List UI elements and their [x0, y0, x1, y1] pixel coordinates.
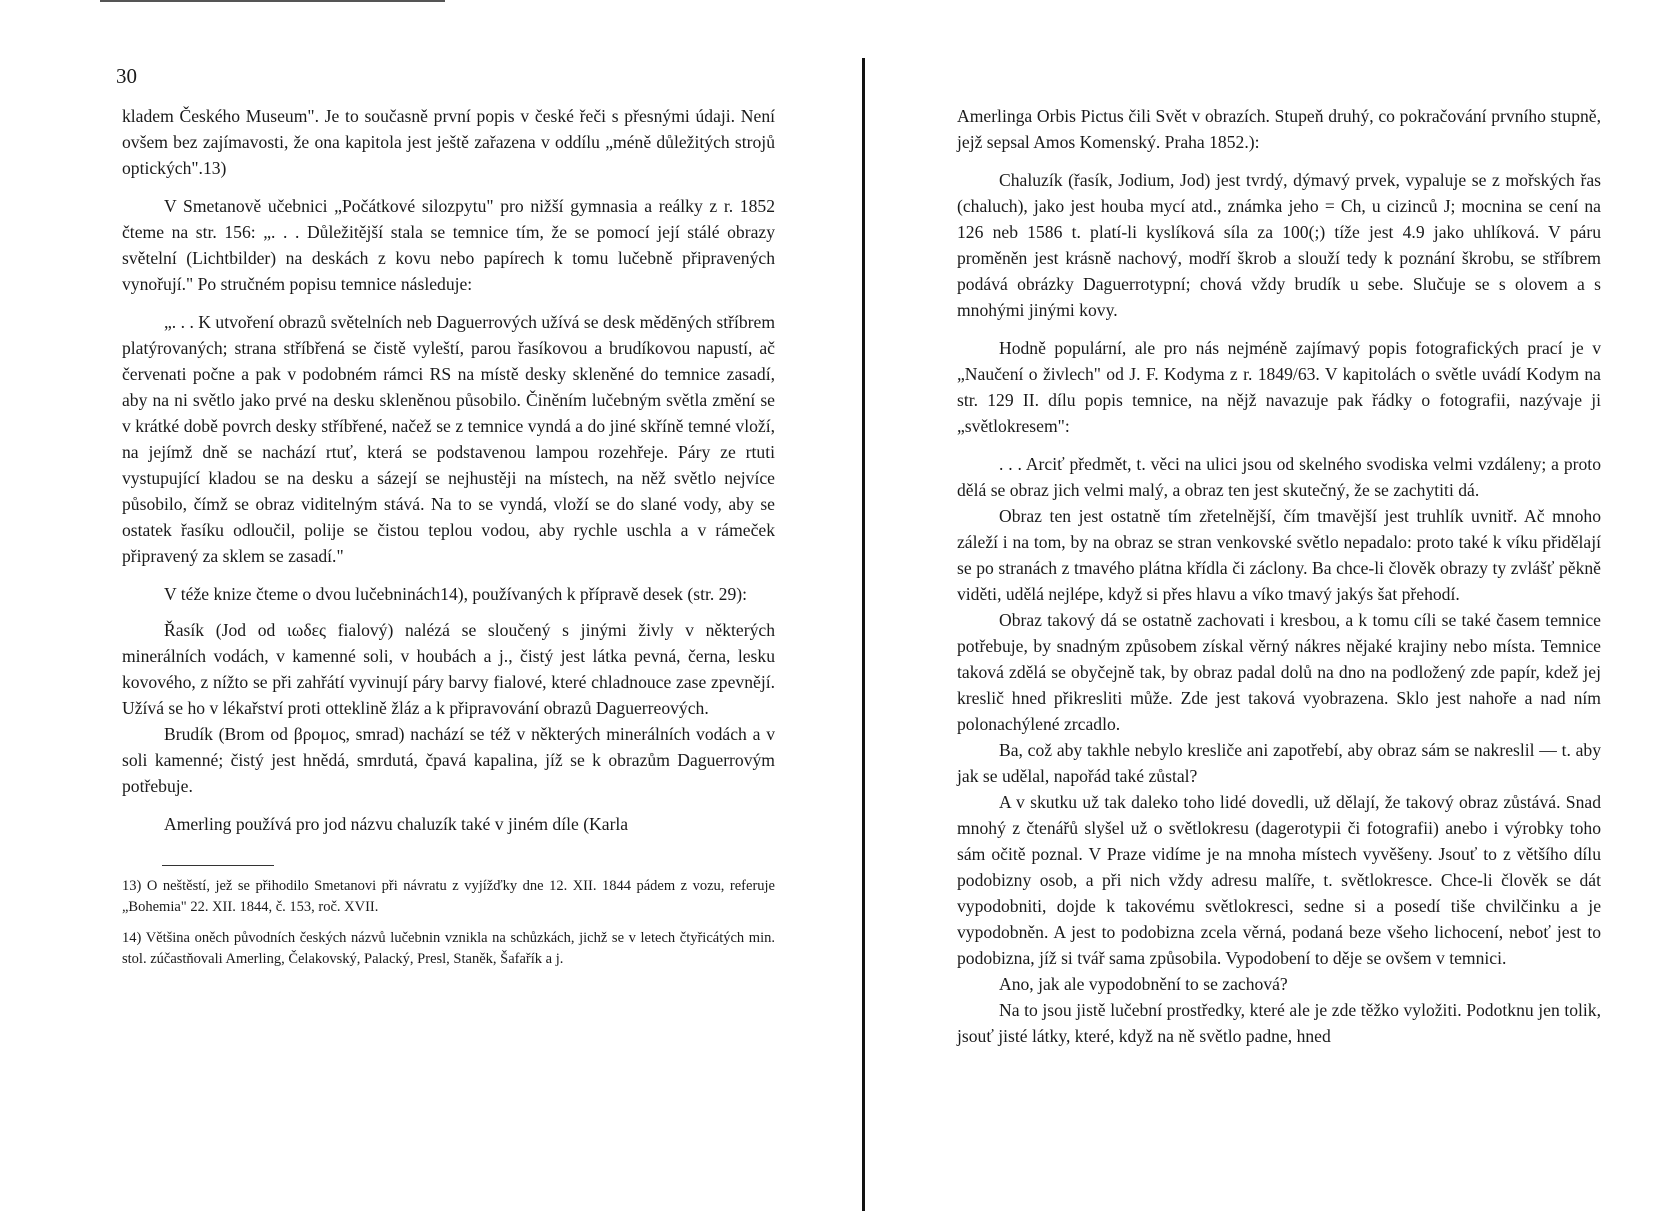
right-paragraph-1: Amerlinga Orbis Pictus čili Svět v obrazích. Stupeň druhý, co pokračování prvního stupně, jejž sepsal Amos Komenský. Praha 1852.):: [957, 106, 1601, 152]
left-paragraph-brom: Brudík (Brom od βρομος, smrad) nachází se též v některých minerálních vodách a v soli kamenné; čistý jest hnědá, smrdutá, čpavá kapalina, jíž se k obrazům Daguerrovým potřebuje.: [122, 724, 775, 796]
page-number: 30: [116, 64, 137, 88]
right-paragraph-10: Na to jsou jistě lučební prostředky, které ale je zde těžko vyložiti. Podotknu jen tolik, jsouť jisté látky, které, když na ně světlo padne, hned: [957, 1000, 1601, 1046]
footnote-divider: [162, 865, 274, 866]
right-paragraph-7: Ba, což aby takhle nebylo kresliče ani zapotřebí, aby obraz sám se nakreslil — t. aby jak se udělal, napořád také zůstal?: [957, 740, 1601, 786]
left-paragraph-1: kladem Českého Museum". Je to současně první popis v české řeči s přesnými údaji. Není ovšem bez zajímavosti, že ona kapitola jest ještě zařazena v oddílu „méně důležitých strojů optických".13): [122, 106, 775, 178]
top-rule: [100, 0, 445, 2]
right-paragraph-6: Obraz takový dá se ostatně zachovati i kresbou, a k tomu cíli se také časem temnice potřebuje, by snadným způsobem získal věrný nákres nějaké krajiny nebo místa. Temnice taková zdělá se obyčejně tak, by obraz padal dolů na dno na podložený zde papír, kdež jej kreslič hned přikresliti může. Zde jest taková vyobrazena. Sklo jest nahoře a nad ním polonachýlené zrcadlo.: [957, 610, 1601, 734]
right-paragraph-5: Obraz ten jest ostatně tím zřetelnější, čím tmavější jest truhlík uvnitř. Ač mnoho záleží i na tom, by na obraz se stran venkovské světlo nepadalo: proto také k víku přidělají se po stranách z tmavého plátna křídla či záclony. Ba chce-li člověk obrazy ty zvlášť pěkně viděti, udělá nejlépe, když si přes hlavu a víko tmavý jakýs šat přehodí.: [957, 506, 1601, 604]
right-paragraph-4: . . . Arciť předmět, t. věci na ulici jsou od skelného svodiska velmi vzdáleny; a proto dělá se obraz jich velmi malý, a obraz ten jest skutečný, že se zachytiti dá.: [957, 454, 1601, 500]
left-paragraph-jod: Řasík (Jod od ιωδες fialový) nalézá se sloučený s jinými živly v některých minerálních vodách, v kamenné soli, v houbách a j., čistý jest látka pevná, černa, lesku kovového, z nížto se při zahřátí vyvinují páry barvy fialové, které chladnouce zase zpevnějí. Užívá se ho v lékařství proti otteklině žláz a k připravování obrazů Daguerreových.: [122, 620, 775, 718]
footnote-14: 14) Většina oněch původních českých názvů lučebnin vznikla na schůzkách, jichž se v letech čtyřicátých min. stol. zúčastňovali Amerling, Čelakovský, Palacký, Presl, Staněk, Šafařík a j.: [122, 930, 775, 967]
right-paragraph-8: A v skutku už tak daleko toho lidé dovedli, už dělají, že takový obraz zůstává. Snad mnohý z čtenářů slyšel už o světlokresu (dagerotypii či fotografii) anebo i výrobky toho sám očitě poznal. V Praze vidíme je na mnoha místech vyvěšeny. Jsouť to z většího dílu podobizny osob, a při nich vždy adresu malíře, t. světlokresce. Chce-li člověk se dát vypodobniti, dojde k takovému světlokresci, sedne si a posedí tiše chvilčinku a je vypodobněn. A jest to podobizna zcela věrná, podaná beze všeho lichocení, neboť jest to podobizna, jíž si tvář sama způsobila. Vypodobení to děje se ovšem v temnici.: [957, 792, 1601, 968]
book-gutter: [862, 58, 865, 1211]
footnote-13: 13) O neštěstí, jež se přihodilo Smetanovi při návratu z vyjížďky dne 12. XII. 1844 pádem z vozu, referuje „Bohemia" 22. XII. 1844, č. 153, roč. XVII.: [122, 878, 775, 915]
right-paragraph-3: Hodně populární, ale pro nás nejméně zajímavý popis fotografických prací je v „Naučení o živlech" od J. F. Kodyma z r. 1849/63. V kapitolách o světle uvádí Kodym na str. 129 II. dílu popis temnice, na nějž navazuje pak řádky o fotografii, nazývaje ji „světlokresem":: [957, 338, 1601, 436]
right-paragraph-9: Ano, jak ale vypodobnění to se zachová?: [999, 974, 1288, 994]
left-paragraph-2: V Smetanově učebnici „Počátkové silozpytu" pro nižší gymnasia a reálky z r. 1852 čteme na str. 156: „. . . Důležitější stala se temnice tím, že se pomocí její stálé obrazy světelní (Lichtbilder) na deskách z kovu nebo papírech k tomu lučebně připravených vynořují." Po stručném popisu temnice následuje:: [122, 196, 775, 294]
left-quote: „. . . K utvoření obrazů světelních neb Daguerrových užívá se desk mědĕných stříbrem platýrovaných; strana stříbřená se čistě vyleští, parou řasíkovou a brudíkovou napustí, ač červenati počne a pak v podobném rámci RS na místě desky skleněné do temnice zasadí, aby na ni světlo jako prvé na desku skleněnou působilo. Činěním lučebným světla změní se v krátké době povrch desky stříbřené, načež se z temnice vyndá a do jiné skříně temné vloží, na jejímž dně se nachází rtuť, která se podstavenou lampou rozehřeje. Páry ze rtuti vystupující kladou se na desku a sázejí se nejhustěji na místech, na něž světlo nejvíce působilo, čímž se obraz viditelným stává. Na to se vyndá, vloží se do slané vody, aby se ostatek řasíku odloučil, polije se čistou teplou vodou, aby rychle uschla a v rámeček připravený za sklem se zasadí.": [122, 312, 775, 566]
left-paragraph-7: Amerling používá pro jod názvu chaluzík také v jiném díle (Karla: [164, 814, 629, 834]
left-page: [122, 103, 775, 980]
right-page: [957, 103, 1601, 1049]
left-paragraph-4: V téže knize čteme o dvou lučebninách14), používaných k přípravě desek (str. 29):: [164, 584, 747, 604]
right-paragraph-2: Chaluzík (řasík, Jodium, Jod) jest tvrdý, dýmavý prvek, vypaluje se z mořských řas (chaluch), jako jest houba mycí atd., známka jeho = Ch, u cizinců J; mocnina se cení na 126 neb 1586 t. platí-li kyslíková síla za 100(;) tíže jest 4.9 jako uhlíková. V páru proměněn jest krásně nachový, modří škrob a slouží tedy k poznání škrobu, se stříbrem podává obrázky Daguerrotypní; chová vždy brudík u sebe. Slučuje se s olovem a s mnohými jinými kovy.: [957, 170, 1601, 320]
